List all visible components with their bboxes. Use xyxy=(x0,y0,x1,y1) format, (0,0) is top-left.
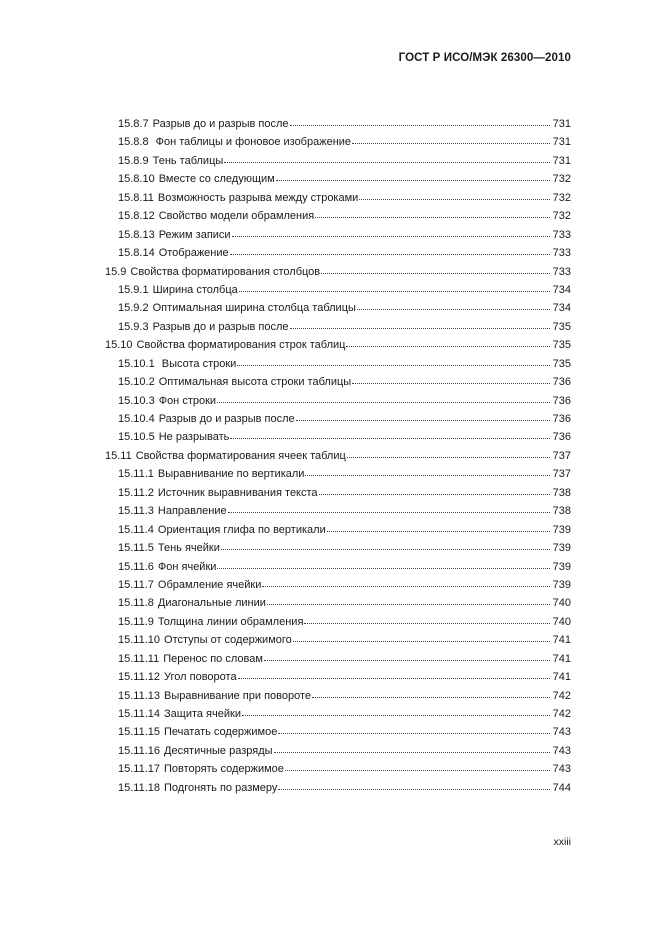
toc-entry-number: 15.8.13 xyxy=(118,228,155,241)
toc-entry-text xyxy=(118,576,261,594)
toc-entry-title: Вместе со следующим xyxy=(158,173,275,186)
dot-leader xyxy=(264,650,550,661)
toc-entry xyxy=(0,723,661,741)
toc-entry xyxy=(0,373,661,391)
toc-entry-title: Угол поворота xyxy=(164,671,237,684)
dot-leader xyxy=(352,133,550,144)
standard-designation: ГОСТ Р ИСО/МЭК 26300—2010 xyxy=(398,52,571,64)
toc-entry-number: 15.11.4 xyxy=(118,523,154,536)
toc-entry xyxy=(0,244,661,262)
toc-entry-title: Разрыв до и разрыв после xyxy=(152,320,289,333)
toc-entry-text xyxy=(118,133,351,151)
toc-entry-text xyxy=(118,668,237,686)
toc-entry xyxy=(0,668,661,686)
dot-leader xyxy=(359,189,550,200)
toc-entry-page: 743 xyxy=(552,726,571,739)
toc-entry-page: 740 xyxy=(552,615,571,628)
toc-entry-number: 15.9 xyxy=(105,265,127,278)
toc-entry-number: 15.11.15 xyxy=(118,726,161,739)
dot-leader xyxy=(230,244,550,255)
toc-entry-page: 735 xyxy=(552,339,571,352)
toc-entry-text xyxy=(118,539,220,557)
toc-entry-text xyxy=(118,226,231,244)
toc-entry-text xyxy=(105,336,345,354)
toc-entry-title: Не разрывать xyxy=(158,431,230,444)
toc-entry-text xyxy=(118,207,314,225)
toc-entry-title: Отступы от содержимого xyxy=(164,634,292,647)
toc-entry xyxy=(0,299,661,317)
toc-entry-page: 734 xyxy=(552,302,571,315)
toc-entry-title: Печатать содержимое xyxy=(164,726,278,739)
toc-entry-title: Перенос по словам xyxy=(163,652,263,665)
toc-entry xyxy=(0,336,661,354)
toc-entry-text xyxy=(118,484,318,502)
toc-entry-text xyxy=(118,318,289,336)
dot-leader xyxy=(262,576,550,587)
toc-entry-title: Разрыв до и разрыв после xyxy=(152,118,289,130)
toc-entry-page: 735 xyxy=(552,320,571,333)
toc-entry-number: 15.11.2 xyxy=(118,486,154,499)
toc-entry-number: 15.11.10 xyxy=(118,634,161,647)
toc-entry-text xyxy=(118,281,238,299)
toc-entry-page: 741 xyxy=(552,671,571,684)
dot-leader xyxy=(327,521,550,532)
toc-entry-title: Выравнивание при повороте xyxy=(164,689,312,702)
toc-entry-text xyxy=(118,650,263,668)
toc-entry-page: 739 xyxy=(552,560,571,573)
dot-leader xyxy=(278,779,550,790)
toc-entry-number: 15.11.12 xyxy=(118,671,161,684)
toc-entry-page: 733 xyxy=(552,247,571,260)
dot-leader xyxy=(278,723,550,734)
toc-entry-number: 15.11.11 xyxy=(118,652,160,665)
toc-entry xyxy=(0,705,661,723)
toc-entry-title: Оптимальная высота строки таблицы xyxy=(158,376,352,389)
toc-entry xyxy=(0,115,661,133)
toc-entry xyxy=(0,484,661,502)
dot-leader xyxy=(232,226,550,237)
dot-leader xyxy=(228,502,550,513)
toc-entry-title: Оптимальная ширина столбца таблицы xyxy=(152,302,356,315)
toc-entry-title: Свойства форматирования ячеек таблиц xyxy=(135,449,346,462)
toc-entry-text xyxy=(118,502,227,520)
toc-entry xyxy=(0,521,661,539)
dot-leader xyxy=(321,263,550,274)
toc-entry xyxy=(0,355,661,373)
toc-entry xyxy=(0,650,661,668)
toc-entry-number: 15.10.3 xyxy=(118,394,155,407)
toc-entry-page: 740 xyxy=(552,597,571,610)
toc-entry-number: 15.11.1 xyxy=(118,468,154,481)
dot-leader xyxy=(217,558,550,569)
toc-entry-title: Фон ячейки xyxy=(157,560,217,573)
toc-entry-page: 741 xyxy=(552,652,571,665)
toc-entry-page: 737 xyxy=(552,449,571,462)
toc-entry-page: 743 xyxy=(552,744,571,757)
toc-entry-page: 732 xyxy=(552,191,571,204)
dot-leader xyxy=(274,742,550,753)
toc-entry xyxy=(0,539,661,557)
page-header xyxy=(0,52,571,64)
toc-entry xyxy=(0,152,661,170)
dot-leader xyxy=(239,281,550,292)
toc-entry-page: 733 xyxy=(552,265,571,278)
toc-entry-number: 15.11 xyxy=(105,449,132,462)
dot-leader xyxy=(221,539,550,550)
toc-entry xyxy=(0,447,661,465)
toc-entry-text xyxy=(105,447,346,465)
toc-entry-page: 736 xyxy=(552,376,571,389)
toc-entry-page: 741 xyxy=(552,634,571,647)
toc-entry-number: 15.8.14 xyxy=(118,247,155,260)
toc-entry-text xyxy=(118,760,284,778)
toc-entry-page: 736 xyxy=(552,394,571,407)
dot-leader xyxy=(346,336,550,347)
toc-entry-number: 15.11.17 xyxy=(118,763,161,776)
toc-entry-number: 15.11.14 xyxy=(118,708,161,720)
toc-entry-page: 733 xyxy=(552,228,571,241)
toc-entry-title: Повторять содержимое xyxy=(164,763,284,776)
toc-entry-number: 15.8.10 xyxy=(118,173,155,186)
toc-entry-title: Десятичные разряды xyxy=(164,744,273,757)
dot-leader xyxy=(276,170,550,181)
toc-entry-title: Ориентация глифа по вертикали xyxy=(157,523,326,536)
toc-entry-title: Выравнивание по вертикали xyxy=(157,468,305,481)
toc-entry xyxy=(0,742,661,760)
toc-entry xyxy=(0,318,661,336)
toc-entry-number: 15.11.8 xyxy=(118,597,154,610)
toc-entry-text xyxy=(118,465,304,483)
toc-entry xyxy=(0,263,661,281)
toc-entry-page: 734 xyxy=(552,283,571,296)
toc-entry-title: Отображение xyxy=(158,247,229,260)
toc-entry-title: Фон таблицы и фоновое изображение xyxy=(152,136,352,149)
toc-entry-text xyxy=(118,594,266,612)
toc-entry-title: Высота строки xyxy=(158,357,237,370)
toc-entry-number: 15.11.5 xyxy=(118,542,154,555)
dot-leader xyxy=(293,631,550,642)
dot-leader xyxy=(290,318,550,329)
toc-entry-page: 743 xyxy=(552,763,571,776)
toc-entry-title: Возможность разрыва между строками xyxy=(157,191,359,204)
toc-entry xyxy=(0,392,661,410)
toc-entry-number: 15.10.5 xyxy=(118,431,155,444)
toc-entry xyxy=(0,428,661,446)
toc-entry-page: 736 xyxy=(552,413,571,425)
toc-entry-number: 15.9.3 xyxy=(118,320,149,333)
toc-entry-title: Обрамление ячейки xyxy=(157,578,262,591)
toc-entry-title: Режим записи xyxy=(158,228,231,241)
toc-entry-text xyxy=(118,521,326,539)
toc-entry-page: 742 xyxy=(552,689,571,702)
toc-entry-page: 735 xyxy=(552,357,571,370)
dot-leader xyxy=(237,355,550,366)
toc-entry-title: Тень таблицы xyxy=(152,154,224,167)
toc-entry-page: 738 xyxy=(552,505,571,518)
toc-entry-text xyxy=(118,723,277,741)
toc-entry-page: 739 xyxy=(552,578,571,591)
toc-entry-text xyxy=(118,613,303,631)
toc-entry-number: 15.8.12 xyxy=(118,210,155,223)
toc-entry xyxy=(0,226,661,244)
toc-entry-title: Свойства форматирования строк таблиц xyxy=(136,339,346,352)
dot-leader xyxy=(238,668,550,679)
toc-entry xyxy=(0,613,661,631)
toc-entry-number: 15.11.18 xyxy=(118,781,161,794)
toc-entry xyxy=(0,760,661,778)
toc-entry-number: 15.8.9 xyxy=(118,154,149,167)
toc-entry xyxy=(0,170,661,188)
toc-entry-number: 15.9.1 xyxy=(118,283,149,296)
toc-entry-number: 15.8.7 xyxy=(118,118,149,130)
dot-leader xyxy=(352,373,550,384)
toc-entry xyxy=(0,779,661,797)
dot-leader xyxy=(290,115,550,126)
toc-entry-page: 736 xyxy=(552,431,571,444)
toc-entry-page: 738 xyxy=(552,486,571,499)
toc-entry-text xyxy=(118,152,223,170)
dot-leader xyxy=(357,299,550,310)
toc-entry-number: 15.8.11 xyxy=(118,191,154,204)
toc-entry-number: 15.11.6 xyxy=(118,560,154,573)
toc-entry-text xyxy=(118,189,358,207)
table-of-contents xyxy=(0,115,661,797)
toc-entry-title: Диагональные линии xyxy=(157,597,266,610)
toc-entry-text xyxy=(118,115,289,133)
toc-entry xyxy=(0,502,661,520)
toc-entry xyxy=(0,631,661,649)
toc-entry-title: Свойство модели обрамления xyxy=(158,210,315,223)
toc-entry-text xyxy=(118,373,351,391)
toc-entry xyxy=(0,410,661,428)
toc-entry-number: 15.11.7 xyxy=(118,578,154,591)
toc-entry-number: 15.11.9 xyxy=(118,615,154,628)
dot-leader xyxy=(312,687,550,698)
toc-entry-page: 732 xyxy=(552,210,571,223)
toc-entry-title: Разрыв до и разрыв после xyxy=(158,413,295,425)
toc-entry-number: 15.9.2 xyxy=(118,302,149,315)
dot-leader xyxy=(230,428,550,439)
toc-entry-text xyxy=(118,244,229,262)
toc-entry-number: 15.8.8 xyxy=(118,136,149,149)
toc-entry-title: Свойства форматирования столбцов xyxy=(130,265,321,278)
toc-entry-page: 732 xyxy=(552,173,571,186)
dot-leader xyxy=(305,465,550,476)
toc-entry-number: 15.10 xyxy=(105,339,133,352)
toc-entry-page: 731 xyxy=(552,118,571,130)
toc-entry-text xyxy=(118,631,292,649)
toc-entry-number: 15.11.13 xyxy=(118,689,161,702)
toc-entry-number: 15.10.4 xyxy=(118,413,155,425)
toc-entry-text xyxy=(118,410,295,428)
toc-entry-page: 737 xyxy=(552,468,571,481)
toc-entry-page: 731 xyxy=(552,154,571,167)
toc-entry-page: 744 xyxy=(552,781,571,794)
toc-entry-number: 15.11.16 xyxy=(118,744,161,757)
toc-entry-number: 15.10.2 xyxy=(118,376,155,389)
dot-leader xyxy=(296,410,550,421)
dot-leader xyxy=(304,613,550,624)
toc-entry-text xyxy=(118,299,356,317)
toc-entry-number: 15.10.1 xyxy=(118,357,155,370)
toc-entry-page: 739 xyxy=(552,523,571,536)
toc-entry-text xyxy=(118,705,241,723)
toc-entry-title: Фон строки xyxy=(158,394,217,407)
toc-entry-text xyxy=(118,170,275,188)
toc-entry-title: Источник выравнивания текста xyxy=(157,486,318,499)
dot-leader xyxy=(224,152,550,163)
toc-entry xyxy=(0,687,661,705)
toc-entry-page: 731 xyxy=(552,136,571,149)
dot-leader xyxy=(217,392,550,403)
toc-entry-text xyxy=(118,687,311,705)
toc-entry-text xyxy=(118,392,216,410)
toc-entry-number: 15.11.3 xyxy=(118,505,154,518)
toc-entry-text xyxy=(105,263,320,281)
dot-leader xyxy=(347,447,550,458)
toc-entry-title: Направление xyxy=(157,505,227,518)
page-number: xxiii xyxy=(553,836,571,848)
dot-leader xyxy=(319,484,550,495)
toc-entry-title: Толщина линии обрамления xyxy=(157,615,304,628)
toc-entry-title: Защита ячейки xyxy=(164,708,241,720)
toc-entry-page: 739 xyxy=(552,542,571,555)
toc-entry xyxy=(0,207,661,225)
toc-entry-title: Подгонять по размеру xyxy=(164,781,278,794)
toc-entry xyxy=(0,281,661,299)
toc-entry-text xyxy=(118,779,277,797)
toc-entry-text xyxy=(118,558,216,576)
dot-leader xyxy=(242,705,550,716)
toc-entry xyxy=(0,558,661,576)
dot-leader xyxy=(285,760,550,771)
dot-leader xyxy=(267,594,550,605)
toc-entry-title: Ширина столбца xyxy=(152,283,238,296)
toc-entry xyxy=(0,576,661,594)
toc-entry-page: 742 xyxy=(552,708,571,720)
toc-entry xyxy=(0,465,661,483)
toc-entry-text xyxy=(118,742,273,760)
page-footer xyxy=(0,836,571,848)
dot-leader xyxy=(315,207,550,218)
toc-entry-text xyxy=(118,355,236,373)
toc-entry xyxy=(0,189,661,207)
toc-entry-title: Тень ячейки xyxy=(157,542,220,555)
toc-entry xyxy=(0,594,661,612)
toc-entry-text xyxy=(118,428,229,446)
toc-entry xyxy=(0,133,661,151)
